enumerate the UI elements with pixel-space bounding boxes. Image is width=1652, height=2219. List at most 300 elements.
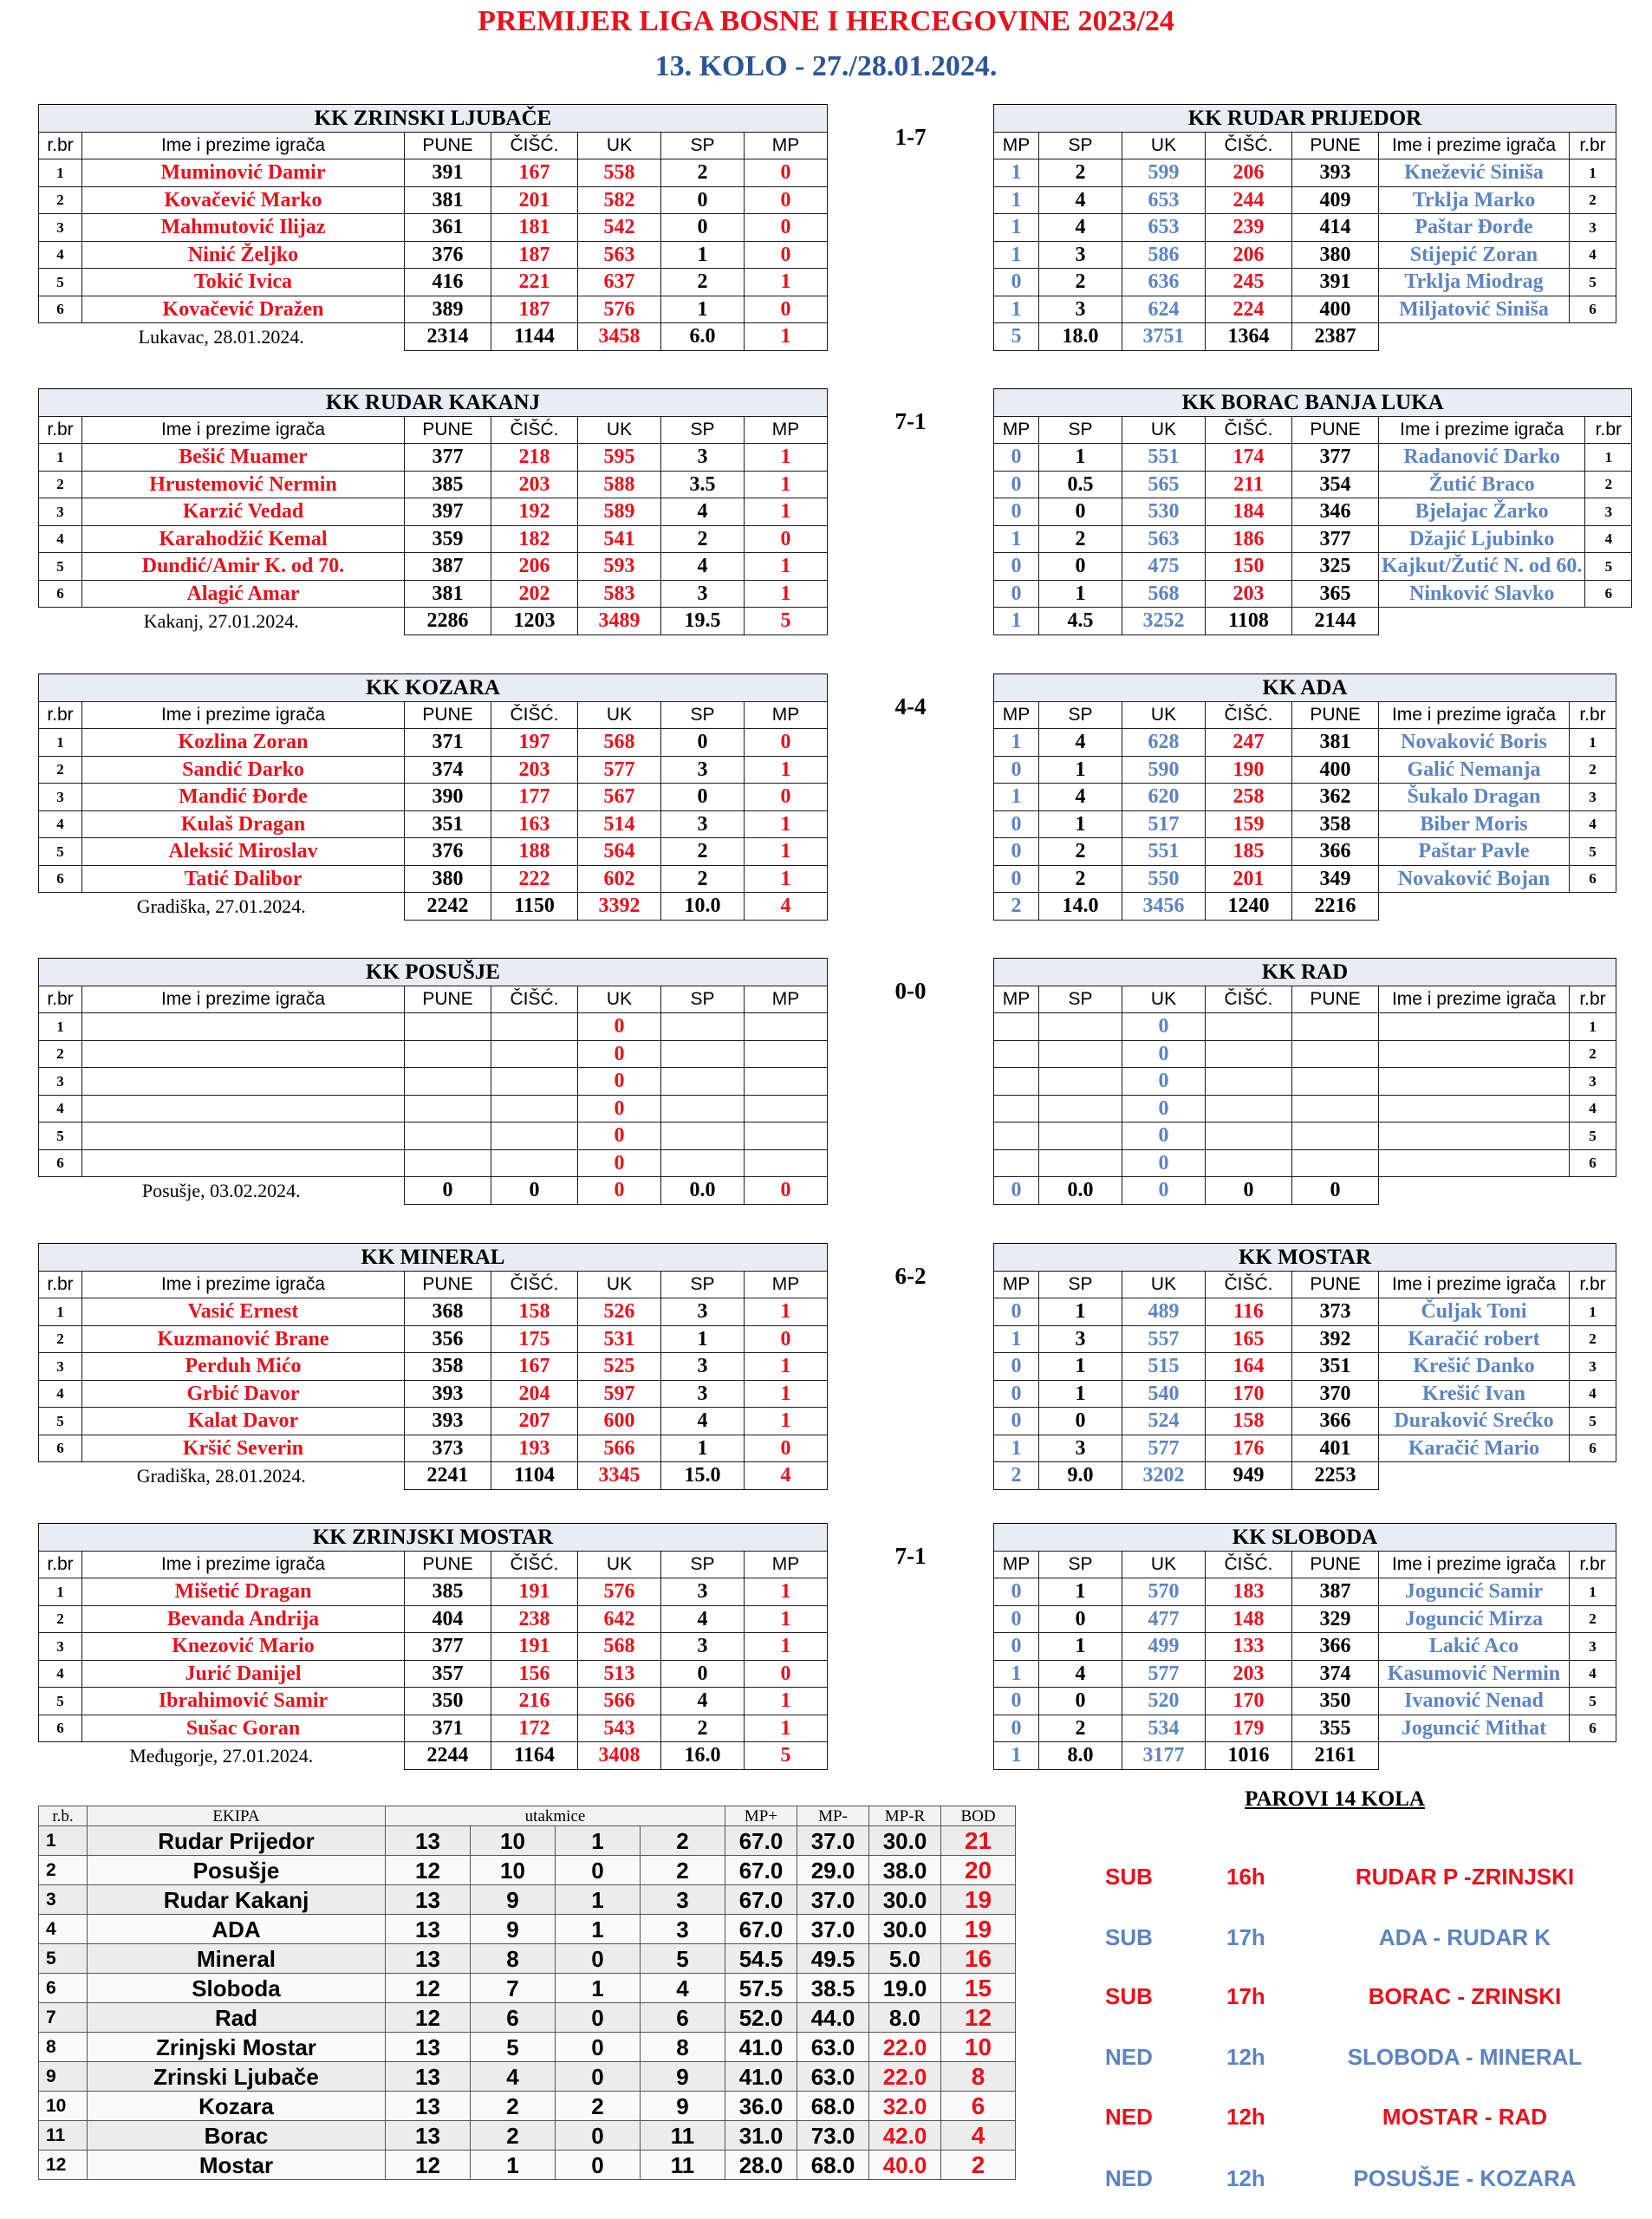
- standing-drawn: 1: [556, 1885, 641, 1915]
- home-player-sp: [661, 1149, 745, 1177]
- away-player-sp: 1: [1039, 444, 1122, 472]
- header-sp: SP: [661, 416, 745, 444]
- spacer: [828, 1095, 911, 1123]
- home-team-name: KK ZRINJSKI MOSTAR: [39, 1524, 828, 1552]
- away-player-cisc: 116: [1206, 1298, 1292, 1326]
- away-player-uk: 636: [1122, 269, 1206, 296]
- away-player-mp: 0: [994, 1688, 1039, 1715]
- away-player-uk: 551: [1122, 838, 1206, 866]
- standing-played: 13: [386, 1885, 471, 1915]
- away-player-mp: 0: [994, 471, 1039, 498]
- standing-team: Rudar Kakanj: [88, 1885, 386, 1915]
- home-player-rank: 2: [39, 1040, 82, 1068]
- standing-won: 2: [471, 2121, 556, 2151]
- spacer: [828, 1068, 911, 1096]
- home-player-pune: 387: [405, 553, 491, 581]
- match-score: 0-0: [894, 977, 927, 1004]
- home-player-cisc: 206: [491, 553, 578, 581]
- home-total-mp: 5: [745, 608, 828, 635]
- player-row: [39, 1095, 1616, 1123]
- home-player-pune: 361: [405, 214, 491, 242]
- pair-match: SLOBODA - MINERAL: [1347, 2044, 1583, 2070]
- away-player-name: Trklja Miodrag: [1379, 269, 1570, 296]
- away-player-uk: 586: [1122, 241, 1206, 269]
- spacer: [911, 269, 994, 296]
- player-row: [39, 1688, 1616, 1715]
- home-player-name: Kalat Davor: [82, 1408, 405, 1435]
- away-player-sp: 2: [1039, 159, 1122, 187]
- player-row: [39, 1633, 1616, 1661]
- away-player-uk: 477: [1122, 1605, 1206, 1633]
- away-player-name: Trklja Marko: [1379, 186, 1570, 214]
- player-row: [39, 269, 1616, 296]
- away-player-rank: 1: [1570, 159, 1616, 187]
- home-player-rank: 1: [39, 1298, 82, 1326]
- home-player-mp: 1: [745, 756, 828, 784]
- standing-lost: 9: [641, 2092, 725, 2121]
- standing-drawn: 0: [556, 1944, 641, 1974]
- pair-row: [1057, 2165, 1612, 2200]
- header-uk: UK: [578, 416, 661, 444]
- away-player-name: Biber Moris: [1379, 810, 1570, 838]
- header-rbr: r.br: [39, 1271, 82, 1298]
- away-player-uk: 0: [1122, 1068, 1206, 1096]
- home-player-sp: 2: [661, 865, 745, 893]
- player-row: [39, 186, 1616, 214]
- home-total-cisc: 1144: [491, 323, 578, 351]
- home-player-pune: [405, 1095, 491, 1123]
- match-venue-date: Gradiška, 27.01.2024.: [136, 895, 306, 917]
- away-player-pune: 392: [1292, 1325, 1379, 1353]
- home-player-pune: 374: [405, 756, 491, 784]
- home-player-cisc: 222: [491, 865, 578, 893]
- spacer: [828, 729, 911, 757]
- player-row: [39, 729, 1616, 757]
- standing-won: 9: [471, 1885, 556, 1915]
- away-player-name: Joguncić Mirza: [1379, 1605, 1570, 1633]
- home-total-cisc: 0: [491, 1177, 578, 1205]
- standing-played: 12: [386, 1856, 471, 1885]
- away-total-uk: 3252: [1122, 608, 1206, 635]
- standings-row: [39, 1974, 1016, 2003]
- spacer: [828, 471, 911, 498]
- away-player-pune: 373: [1292, 1298, 1379, 1326]
- standing-drawn: 1: [556, 1915, 641, 1944]
- header-cisc: ČIŠĆ.: [1206, 986, 1292, 1013]
- player-row: [39, 444, 1632, 472]
- away-player-cisc: 133: [1206, 1633, 1292, 1661]
- away-player-name: Čuljak Toni: [1379, 1298, 1570, 1326]
- standing-drawn: 0: [556, 2062, 641, 2092]
- standings-header-mp-plus: MP+: [725, 1806, 797, 1826]
- header-sp: SP: [661, 701, 745, 729]
- header-sp: SP: [1039, 1551, 1122, 1578]
- home-player-uk: 595: [578, 444, 661, 472]
- header-rbr: r.br: [39, 986, 82, 1013]
- home-player-cisc: 181: [491, 214, 578, 242]
- home-player-uk: 568: [578, 729, 661, 757]
- home-team-name: KK MINERAL: [39, 1244, 828, 1272]
- spacer: [911, 1578, 994, 1606]
- away-player-uk: 499: [1122, 1633, 1206, 1661]
- away-player-name: [1379, 1095, 1570, 1123]
- home-player-uk: 0: [578, 1149, 661, 1177]
- player-row: [39, 241, 1616, 269]
- standing-team: Sloboda: [88, 1974, 386, 2003]
- header-rbr: r.br: [1570, 701, 1616, 729]
- home-team-name: KK RUDAR KAKANJ: [39, 389, 828, 417]
- spacer: [828, 756, 911, 784]
- away-player-name: Paštar Pavle: [1379, 838, 1570, 866]
- home-player-mp: 1: [745, 1688, 828, 1715]
- player-row: [39, 810, 1616, 838]
- header-sp: SP: [1039, 416, 1122, 444]
- home-player-sp: 0: [661, 784, 745, 811]
- away-player-uk: 550: [1122, 865, 1206, 893]
- home-player-rank: 3: [39, 1633, 82, 1661]
- home-player-name: [82, 1040, 405, 1068]
- spacer: [911, 1325, 994, 1353]
- away-team-name: KK SLOBODA: [994, 1524, 1616, 1552]
- home-player-sp: 0: [661, 214, 745, 242]
- home-total-uk: 0: [578, 1177, 661, 1205]
- away-player-rank: 2: [1570, 756, 1616, 784]
- home-player-uk: 563: [578, 241, 661, 269]
- standing-lost: 11: [641, 2121, 725, 2151]
- spacer: [911, 838, 994, 866]
- standing-played: 13: [386, 1944, 471, 1974]
- away-player-cisc: 247: [1206, 729, 1292, 757]
- home-player-cisc: 238: [491, 1605, 578, 1633]
- header-mp: MP: [994, 132, 1039, 159]
- standing-mp-minus: 63.0: [797, 2062, 869, 2092]
- header-uk: UK: [1122, 416, 1206, 444]
- away-total-pune: 2144: [1292, 608, 1379, 635]
- home-player-mp: 0: [745, 525, 828, 553]
- header-player: Ime i prezime igrača: [1379, 986, 1570, 1013]
- player-row: [39, 296, 1616, 323]
- away-player-pune: 377: [1292, 444, 1379, 472]
- standing-points: 15: [941, 1974, 1016, 2003]
- away-player-name: Kasumović Nermin: [1379, 1660, 1570, 1688]
- standing-rank: 5: [39, 1944, 88, 1974]
- header-sp: SP: [661, 986, 745, 1013]
- home-player-uk: 514: [578, 810, 661, 838]
- home-player-uk: 582: [578, 186, 661, 214]
- home-player-pune: 376: [405, 838, 491, 866]
- standings-header: [39, 1806, 1016, 1826]
- header-sp: SP: [661, 1271, 745, 1298]
- home-total-pune: 2286: [405, 608, 491, 635]
- away-player-uk: 624: [1122, 296, 1206, 323]
- away-player-name: Kajkut/Žutić N. od 60.: [1379, 553, 1585, 581]
- home-total-cisc: 1104: [491, 1462, 578, 1490]
- away-player-pune: 329: [1292, 1605, 1379, 1633]
- standing-played: 12: [386, 2003, 471, 2033]
- away-player-name: Galić Nemanja: [1379, 756, 1570, 784]
- away-player-pune: [1292, 1149, 1379, 1177]
- away-player-pune: [1292, 1123, 1379, 1150]
- home-player-mp: 1: [745, 1715, 828, 1742]
- home-player-pune: 385: [405, 1578, 491, 1606]
- spacer: [828, 1688, 911, 1715]
- standing-drawn: 0: [556, 2033, 641, 2062]
- standing-rank: 8: [39, 2033, 88, 2062]
- header-pune: PUNE: [405, 416, 491, 444]
- standing-drawn: 1: [556, 1974, 641, 2003]
- home-player-cisc: [491, 1123, 578, 1150]
- away-player-cisc: 258: [1206, 784, 1292, 811]
- home-player-name: Kršić Severin: [82, 1435, 405, 1462]
- away-player-rank: 3: [1570, 214, 1616, 242]
- header-cisc: ČIŠĆ.: [1206, 701, 1292, 729]
- header-rbr: r.br: [39, 132, 82, 159]
- player-row: [39, 784, 1616, 811]
- home-player-uk: 597: [578, 1380, 661, 1408]
- away-player-cisc: 185: [1206, 838, 1292, 866]
- standings-row: [39, 2062, 1016, 2092]
- standing-team: Borac: [88, 2121, 386, 2151]
- match-venue-date: Međugorje, 27.01.2024.: [129, 1744, 314, 1767]
- home-player-rank: 6: [39, 865, 82, 893]
- away-player-name: Bjelajac Žarko: [1379, 498, 1585, 526]
- header-uk: UK: [1122, 1271, 1206, 1298]
- away-total-mp: 2: [994, 893, 1039, 921]
- home-player-pune: 391: [405, 159, 491, 187]
- away-player-uk: 0: [1122, 1040, 1206, 1068]
- away-player-sp: [1039, 1068, 1122, 1096]
- standing-points: 16: [941, 1944, 1016, 1974]
- away-player-name: Ivanović Nenad: [1379, 1688, 1570, 1715]
- home-player-uk: 589: [578, 498, 661, 526]
- home-total-uk: 3408: [578, 1742, 661, 1770]
- home-player-pune: 368: [405, 1298, 491, 1326]
- player-row: [39, 214, 1616, 242]
- home-player-uk: 541: [578, 525, 661, 553]
- away-player-name: [1379, 1013, 1570, 1041]
- away-total-sp: 0.0: [1039, 1177, 1122, 1205]
- standing-rank: 11: [39, 2121, 88, 2151]
- home-player-pune: 389: [405, 296, 491, 323]
- away-total-mp: 1: [994, 1742, 1039, 1770]
- standing-lost: 4: [641, 1974, 725, 2003]
- standing-mp-plus: 28.0: [725, 2151, 797, 2180]
- away-player-mp: 1: [994, 1325, 1039, 1353]
- home-player-pune: [405, 1123, 491, 1150]
- home-player-pune: [405, 1149, 491, 1177]
- standing-drawn: 0: [556, 2121, 641, 2151]
- home-player-rank: 6: [39, 1715, 82, 1742]
- away-player-cisc: 203: [1206, 580, 1292, 608]
- spacer: [911, 186, 994, 214]
- spacer: [828, 1177, 911, 1205]
- away-player-uk: 563: [1122, 525, 1206, 553]
- page-title: PREMIJER LIGA BOSNE I HERCEGOVINE 2023/24: [478, 5, 1174, 37]
- away-player-pune: 400: [1292, 296, 1379, 323]
- away-player-uk: 517: [1122, 810, 1206, 838]
- spacer: [828, 1605, 911, 1633]
- standing-lost: 6: [641, 2003, 725, 2033]
- away-player-name: Krešić Ivan: [1379, 1380, 1570, 1408]
- home-player-pune: 393: [405, 1408, 491, 1435]
- home-player-sp: 1: [661, 1435, 745, 1462]
- page-subtitle: 13. KOLO - 27./28.01.2024.: [654, 50, 998, 82]
- home-total-sp: 10.0: [661, 893, 745, 921]
- pair-day: NED: [1105, 2104, 1153, 2130]
- home-player-name: Tatić Dalibor: [82, 865, 405, 893]
- home-player-mp: 1: [745, 1353, 828, 1381]
- standing-rank: 1: [39, 1826, 88, 1856]
- away-player-mp: 0: [994, 1408, 1039, 1435]
- home-player-cisc: 204: [491, 1380, 578, 1408]
- away-player-rank: 5: [1570, 1688, 1616, 1715]
- home-player-sp: 3: [661, 810, 745, 838]
- away-player-uk: 653: [1122, 214, 1206, 242]
- home-player-sp: 4: [661, 1408, 745, 1435]
- away-player-rank: 6: [1570, 1435, 1616, 1462]
- away-player-uk: 628: [1122, 729, 1206, 757]
- away-player-mp: [994, 1149, 1039, 1177]
- standing-drawn: 0: [556, 1856, 641, 1885]
- spacer: [828, 1660, 911, 1688]
- standing-points: 19: [941, 1885, 1016, 1915]
- away-player-sp: 0: [1039, 1408, 1122, 1435]
- standing-mp-diff: 30.0: [869, 1915, 941, 1944]
- home-player-sp: 3: [661, 1298, 745, 1326]
- away-total-sp: 9.0: [1039, 1462, 1122, 1490]
- standing-mp-plus: 67.0: [725, 1826, 797, 1856]
- home-player-uk: 576: [578, 1578, 661, 1606]
- away-player-pune: 409: [1292, 186, 1379, 214]
- pair-row: [1057, 1924, 1612, 1959]
- away-player-sp: 3: [1039, 1325, 1122, 1353]
- standing-won: 10: [471, 1826, 556, 1856]
- away-player-uk: 534: [1122, 1715, 1206, 1742]
- home-total-mp: 1: [745, 323, 828, 351]
- header-mp: MP: [745, 986, 828, 1013]
- standing-points: 2: [941, 2151, 1016, 2180]
- home-total-sp: 16.0: [661, 1742, 745, 1770]
- away-player-uk: 0: [1122, 1013, 1206, 1041]
- away-player-pune: 400: [1292, 756, 1379, 784]
- away-total-cisc: 1240: [1206, 893, 1292, 921]
- away-player-pune: 381: [1292, 729, 1379, 757]
- away-total-pune: 2161: [1292, 1742, 1379, 1770]
- away-player-cisc: 183: [1206, 1578, 1292, 1606]
- standings-header-rank: r.b.: [39, 1806, 88, 1826]
- pair-match: MOSTAR - RAD: [1382, 2104, 1548, 2130]
- standing-drawn: 1: [556, 1826, 641, 1856]
- spacer: [828, 1435, 911, 1462]
- home-total-pune: 2244: [405, 1742, 491, 1770]
- away-team-name: KK ADA: [994, 674, 1616, 702]
- home-player-uk: 543: [578, 1715, 661, 1742]
- spacer: [828, 1123, 911, 1150]
- home-player-mp: 0: [745, 1660, 828, 1688]
- standing-won: 4: [471, 2062, 556, 2092]
- home-player-rank: 3: [39, 498, 82, 526]
- home-player-name: [82, 1095, 405, 1123]
- header-player: Ime i prezime igrača: [82, 416, 405, 444]
- home-player-name: Kulaš Dragan: [82, 810, 405, 838]
- home-player-sp: 2: [661, 838, 745, 866]
- away-player-pune: 325: [1292, 553, 1379, 581]
- away-player-uk: 599: [1122, 159, 1206, 187]
- header-uk: UK: [1122, 1551, 1206, 1578]
- home-player-pune: 380: [405, 865, 491, 893]
- spacer: [828, 1462, 911, 1490]
- home-player-pune: 385: [405, 471, 491, 498]
- standings-row: [39, 2033, 1016, 2062]
- away-player-name: Karačić Mario: [1379, 1435, 1570, 1462]
- home-player-cisc: 172: [491, 1715, 578, 1742]
- away-player-rank: 1: [1570, 1578, 1616, 1606]
- home-player-rank: 5: [39, 269, 82, 296]
- home-player-uk: 600: [578, 1408, 661, 1435]
- header-uk: UK: [578, 1271, 661, 1298]
- home-player-sp: [661, 1068, 745, 1096]
- home-player-name: Perduh Mićo: [82, 1353, 405, 1381]
- home-player-cisc: [491, 1040, 578, 1068]
- header-uk: UK: [1122, 986, 1206, 1013]
- total-row: [39, 1742, 1616, 1770]
- away-player-mp: 0: [994, 580, 1039, 608]
- home-player-cisc: [491, 1149, 578, 1177]
- header-mp: MP: [994, 986, 1039, 1013]
- spacer: [911, 1715, 994, 1742]
- home-player-mp: 0: [745, 784, 828, 811]
- home-player-name: Hrustemović Nermin: [82, 471, 405, 498]
- spacer: [828, 1013, 911, 1041]
- away-team-name: KK RUDAR PRIJEDOR: [994, 105, 1616, 133]
- home-player-rank: 3: [39, 1353, 82, 1381]
- away-player-uk: 620: [1122, 784, 1206, 811]
- home-player-rank: 4: [39, 1095, 82, 1123]
- away-player-sp: 1: [1039, 1380, 1122, 1408]
- home-player-mp: 0: [745, 729, 828, 757]
- away-player-cisc: 239: [1206, 214, 1292, 242]
- header-mp: MP: [745, 701, 828, 729]
- home-player-mp: 1: [745, 865, 828, 893]
- home-player-mp: 0: [745, 296, 828, 323]
- home-player-rank: 4: [39, 810, 82, 838]
- standing-mp-plus: 36.0: [725, 2092, 797, 2121]
- away-player-name: Radanović Darko: [1379, 444, 1585, 472]
- home-player-uk: 588: [578, 471, 661, 498]
- standing-points: 21: [941, 1826, 1016, 1856]
- away-player-cisc: 150: [1206, 553, 1292, 581]
- header-player: Ime i prezime igrača: [82, 701, 405, 729]
- header-pune: PUNE: [405, 1551, 491, 1578]
- home-player-sp: 4: [661, 498, 745, 526]
- spacer: [911, 553, 994, 581]
- match-table: [38, 388, 1632, 635]
- standing-team: ADA: [88, 1915, 386, 1944]
- home-player-cisc: 187: [491, 241, 578, 269]
- standing-mp-minus: 37.0: [797, 1915, 869, 1944]
- away-team-name: KK BORAC BANJA LUKA: [994, 389, 1632, 417]
- spacer: [828, 269, 911, 296]
- away-player-cisc: [1206, 1095, 1292, 1123]
- away-player-cisc: 159: [1206, 810, 1292, 838]
- standing-played: 13: [386, 1915, 471, 1944]
- home-player-name: [82, 1149, 405, 1177]
- home-player-pune: 381: [405, 580, 491, 608]
- away-player-cisc: 206: [1206, 159, 1292, 187]
- standing-rank: 2: [39, 1856, 88, 1885]
- home-player-rank: 5: [39, 1688, 82, 1715]
- away-player-sp: 3: [1039, 1435, 1122, 1462]
